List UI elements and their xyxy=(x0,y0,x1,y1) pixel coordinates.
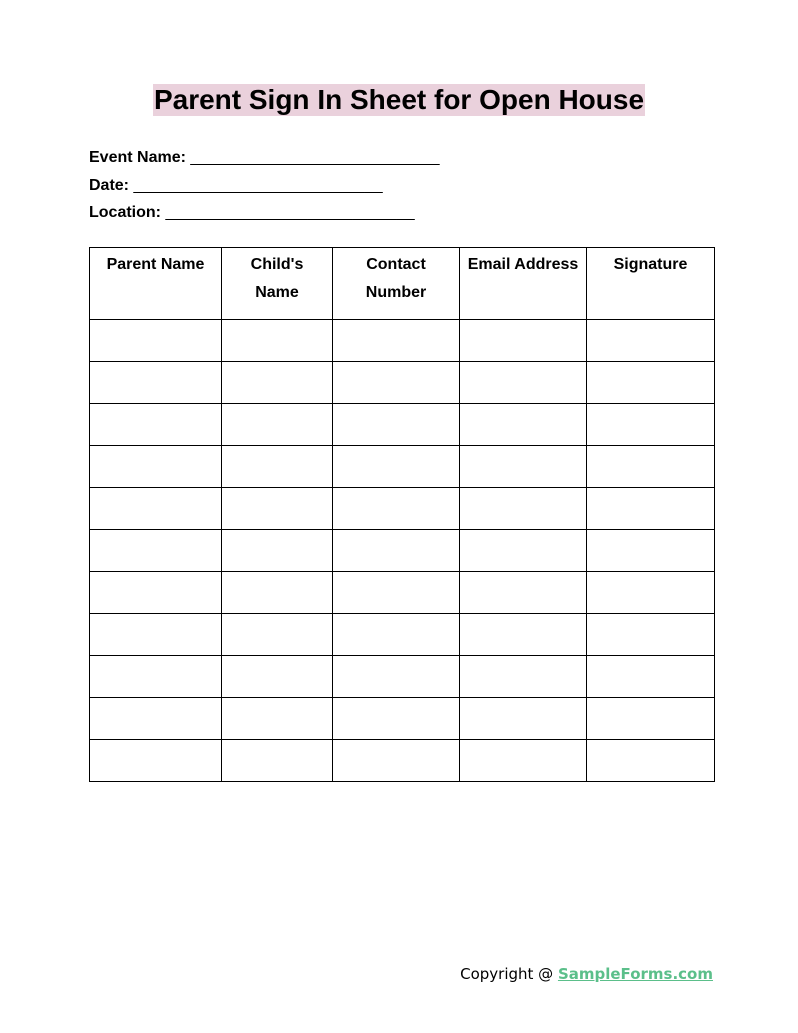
table-cell[interactable] xyxy=(90,656,222,698)
table-cell[interactable] xyxy=(460,488,587,530)
table-cell[interactable] xyxy=(460,740,587,782)
table-cell[interactable] xyxy=(222,362,333,404)
table-body xyxy=(90,320,715,782)
table-cell[interactable] xyxy=(460,446,587,488)
table-cell[interactable] xyxy=(90,740,222,782)
table-cell[interactable] xyxy=(90,614,222,656)
event-name-field xyxy=(89,149,440,167)
header-contact-number: Contact Number xyxy=(333,248,460,320)
table-cell[interactable] xyxy=(90,362,222,404)
table-row xyxy=(90,446,715,488)
table-cell[interactable] xyxy=(222,698,333,740)
location-label: Location: xyxy=(89,204,161,221)
table-cell[interactable] xyxy=(222,740,333,782)
table-cell[interactable] xyxy=(587,530,715,572)
table-cell[interactable] xyxy=(333,530,460,572)
page-title: Parent Sign In Sheet for Open House xyxy=(153,84,645,115)
table-cell[interactable] xyxy=(90,530,222,572)
copyright-footer xyxy=(460,965,713,983)
table-cell[interactable] xyxy=(222,446,333,488)
table-cell[interactable] xyxy=(460,530,587,572)
table-cell[interactable] xyxy=(460,656,587,698)
table-row xyxy=(90,614,715,656)
table-cell[interactable] xyxy=(587,614,715,656)
date-blank[interactable]: ____________________________ xyxy=(133,177,383,194)
location-blank[interactable]: ____________________________ xyxy=(165,204,415,221)
table-cell[interactable] xyxy=(222,656,333,698)
header-parent-name: Parent Name xyxy=(90,248,222,320)
table-row xyxy=(90,488,715,530)
table-cell[interactable] xyxy=(460,614,587,656)
sign-in-table xyxy=(89,247,715,782)
location-field xyxy=(89,204,415,222)
table-row xyxy=(90,698,715,740)
event-name-blank[interactable]: ____________________________ xyxy=(190,149,440,166)
table-row xyxy=(90,362,715,404)
table-cell[interactable] xyxy=(587,404,715,446)
table-cell[interactable] xyxy=(222,614,333,656)
table-row xyxy=(90,320,715,362)
table-cell[interactable] xyxy=(90,572,222,614)
table-cell[interactable] xyxy=(587,320,715,362)
table-cell[interactable] xyxy=(333,614,460,656)
table-row xyxy=(90,404,715,446)
table-cell[interactable] xyxy=(90,404,222,446)
table-cell[interactable] xyxy=(587,362,715,404)
header-email-address: Email Address xyxy=(460,248,587,320)
table-header-row xyxy=(90,248,715,320)
date-label: Date: xyxy=(89,177,130,194)
table-cell[interactable] xyxy=(460,698,587,740)
table-cell[interactable] xyxy=(222,404,333,446)
table-cell[interactable] xyxy=(587,656,715,698)
table-cell[interactable] xyxy=(90,698,222,740)
date-field xyxy=(89,177,383,195)
table-cell[interactable] xyxy=(460,320,587,362)
table-cell[interactable] xyxy=(333,320,460,362)
table-cell[interactable] xyxy=(222,572,333,614)
table-cell[interactable] xyxy=(460,572,587,614)
copyright-text: Copyright @ xyxy=(460,965,558,983)
table-cell[interactable] xyxy=(333,404,460,446)
table-cell[interactable] xyxy=(460,362,587,404)
table-cell[interactable] xyxy=(90,446,222,488)
table-cell[interactable] xyxy=(587,572,715,614)
header-signature: Signature xyxy=(587,248,715,320)
table-cell[interactable] xyxy=(587,488,715,530)
table-cell[interactable] xyxy=(333,740,460,782)
table-cell[interactable] xyxy=(333,446,460,488)
sampleforms-link[interactable]: SampleForms.com xyxy=(557,965,713,983)
table-cell[interactable] xyxy=(587,740,715,782)
table-cell[interactable] xyxy=(333,698,460,740)
table-cell[interactable] xyxy=(460,404,587,446)
table-cell[interactable] xyxy=(222,530,333,572)
table-cell[interactable] xyxy=(333,362,460,404)
table-cell[interactable] xyxy=(222,488,333,530)
table-row xyxy=(90,740,715,782)
header-childs-name: Child's Name xyxy=(222,248,333,320)
table-cell[interactable] xyxy=(222,320,333,362)
table-cell[interactable] xyxy=(90,488,222,530)
table-cell[interactable] xyxy=(333,572,460,614)
event-name-label: Event Name: xyxy=(89,149,186,166)
table-cell[interactable] xyxy=(333,656,460,698)
table-row xyxy=(90,572,715,614)
table-cell[interactable] xyxy=(587,446,715,488)
title-container xyxy=(0,84,798,116)
table-row xyxy=(90,530,715,572)
table-row xyxy=(90,656,715,698)
table-cell[interactable] xyxy=(587,698,715,740)
table-cell[interactable] xyxy=(333,488,460,530)
table-cell[interactable] xyxy=(90,320,222,362)
